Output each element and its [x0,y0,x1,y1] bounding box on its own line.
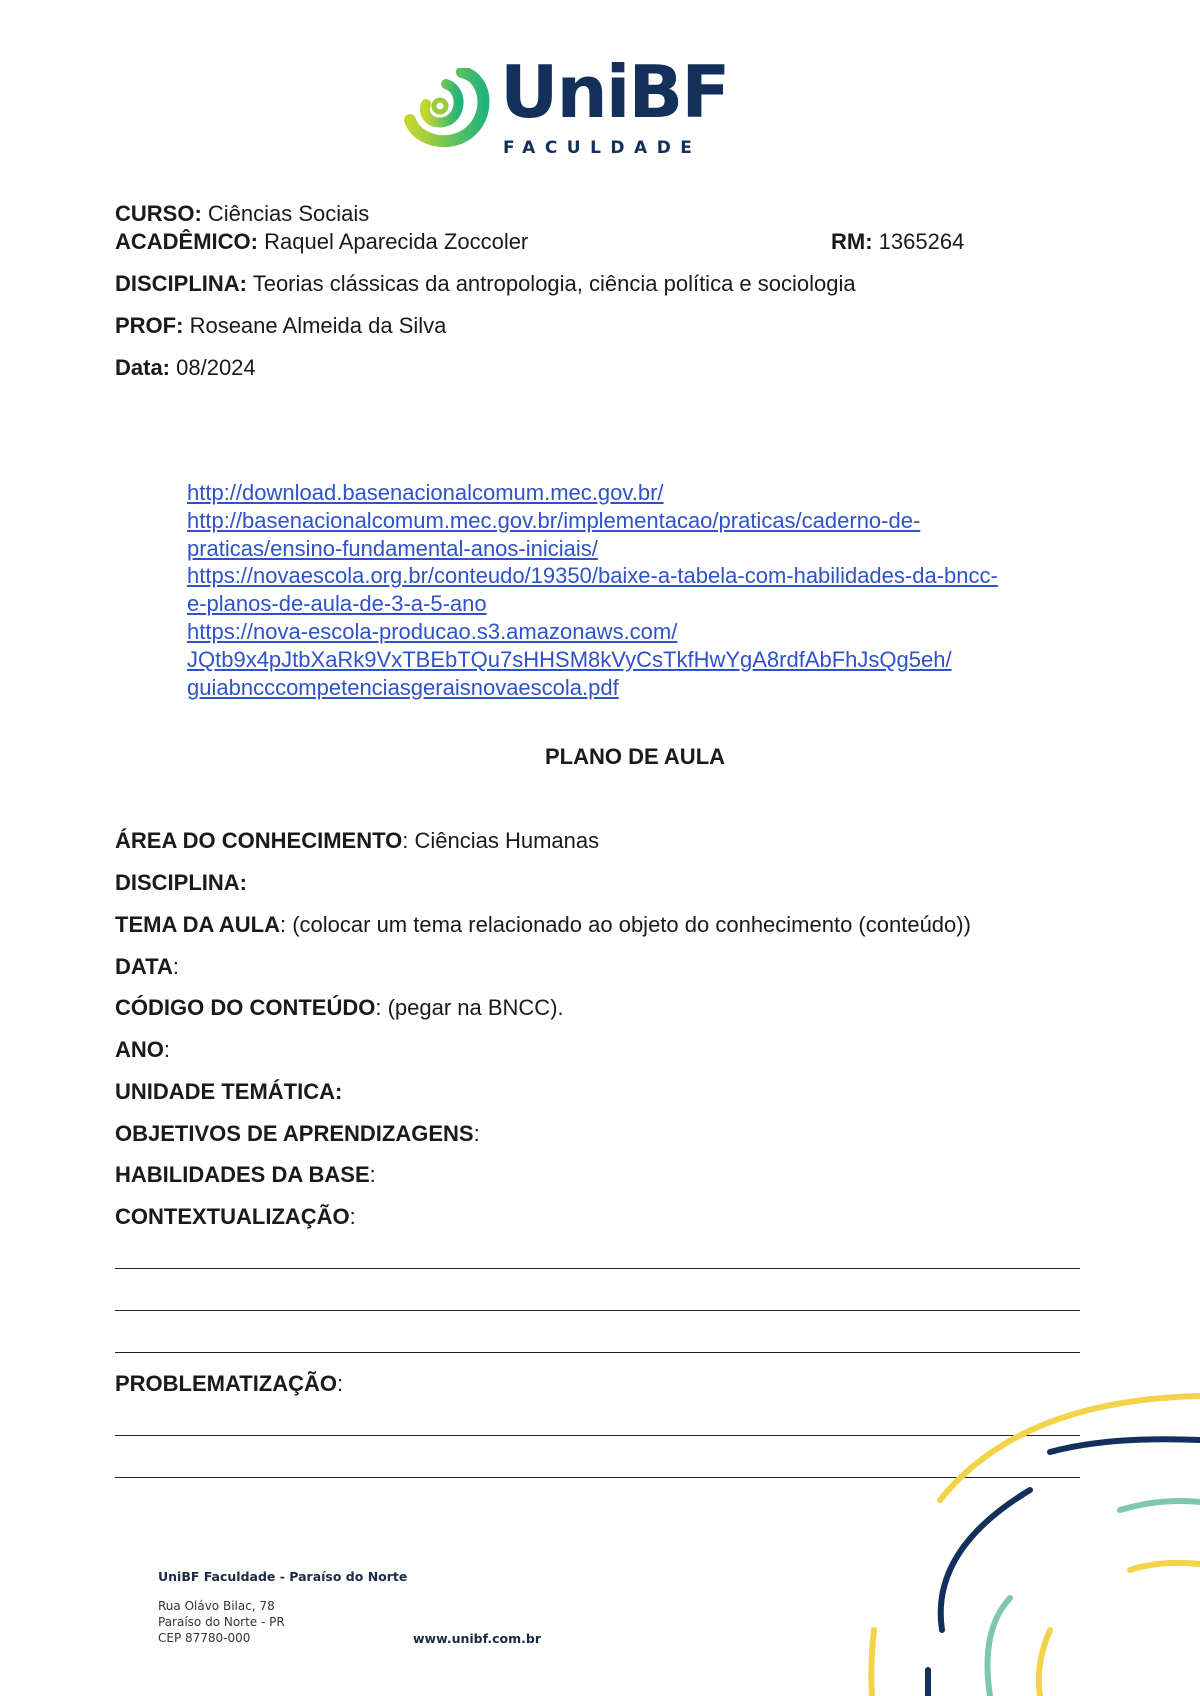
decorative-arcs [860,1380,1200,1696]
prof-value: Roseane Almeida da Silva [183,313,447,338]
academico-line [115,229,528,255]
link-novaescola-tabela[interactable]: https://novaescola.org.br/conteudo/19350/baixe-a-tabela-com-habilidades-da-bncc- [187,563,998,589]
plan-title: PLANO DE AULA [544,744,726,769]
area-label: ÁREA DO CONHECIMENTO [115,828,403,853]
reference-links [187,479,1087,701]
ano-label: ANO [115,1037,164,1062]
codigo-value: : (pegar na BNCC). [375,995,564,1020]
rm-line [831,229,964,255]
disciplina-value: Teorias clássicas da antropologia, ciência política e sociologia [247,271,856,296]
footer-website[interactable]: www.unibf.com.br [413,1631,542,1646]
objetivos-line [115,1121,480,1147]
link-novaescola-tabela-cont[interactable]: e-planos-de-aula-de-3-a-5-ano [187,591,487,617]
unidade-label: UNIDADE TEMÁTICA: [115,1079,343,1104]
link-nova-escola-s3-cont[interactable]: JQtb9x4pJtbXaRk9VxTBEbTQu7sHHSM8kVyCsTkfHwYgA8rdfAbFhJsQg5eh/ [187,646,952,672]
writing-line [115,1268,1080,1269]
plan-data-value: : [172,954,179,979]
logo-subtitle: FACULDADE [503,138,702,158]
logo-name: UniBF [500,50,729,134]
problematizacao-value: : [337,1371,344,1396]
footer-brand: UniBF Faculdade - Paraíso do Norte [158,1569,408,1584]
writing-line [115,1352,1080,1353]
codigo-label: CÓDIGO DO CONTEÚDO [115,995,376,1020]
habilidades-value: : [369,1162,376,1187]
writing-line [115,1310,1080,1311]
contextualizacao-value: : [349,1204,356,1229]
disciplina-label: DISCIPLINA: [115,271,247,296]
footer-address [158,1598,285,1646]
prof-line [115,313,446,339]
link-basenacional-download[interactable]: http://download.basenacionalcomum.mec.gov.br/ [187,480,664,505]
objetivos-value: : [473,1121,480,1146]
tema-label: TEMA DA AULA [115,912,280,937]
prof-label: PROF: [115,313,184,338]
ano-value: : [163,1037,171,1062]
ano-line [115,1037,170,1063]
rm-label: RM: [831,229,873,254]
plan-disciplina-label: DISCIPLINA: [115,870,247,895]
link-nova-escola-s3-pdf[interactable]: guiabncccompetenciasgeraisnovaescola.pdf [187,674,619,700]
footer-address-city: Paraíso do Norte - PR [158,1615,285,1629]
academico-label: ACADÊMICO: [115,229,258,254]
habilidades-line [115,1162,376,1188]
curso-label: CURSO: [115,201,202,226]
contextualizacao-line [115,1204,356,1230]
link-caderno-praticas[interactable]: http://basenacionalcomum.mec.gov.br/implementacao/praticas/caderno-de- [187,507,921,533]
codigo-line [115,995,564,1021]
curso-value: Ciências Sociais [201,201,370,226]
plan-disciplina-line [115,870,247,896]
plan-data-line [115,954,179,980]
area-value: : Ciências Humanas [402,828,600,853]
data-label: Data: [115,355,171,380]
rm-value: 1365264 [872,229,965,254]
habilidades-label: HABILIDADES DA BASE [115,1162,370,1187]
contextualizacao-label: CONTEXTUALIZAÇÃO [115,1204,350,1229]
link-caderno-praticas-cont[interactable]: praticas/ensino-fundamental-anos-iniciais/ [187,535,598,561]
data-line [115,355,256,381]
footer-address-cep: CEP 87780-000 [158,1631,251,1645]
footer-address-street: Rua Olávo Bilac, 78 [158,1599,275,1613]
curso-line [115,201,369,227]
data-value: 08/2024 [170,355,256,380]
academico-value: Raquel Aparecida Zoccoler [258,229,529,254]
unibf-swirl-icon [400,68,496,148]
tema-value: : (colocar um tema relacionado ao objeto do conhecimento (conteúdo)) [279,912,971,937]
unibf-logo [400,50,730,162]
plan-data-label: DATA [115,954,173,979]
unidade-line [115,1079,342,1105]
tema-line [115,912,971,938]
link-nova-escola-s3[interactable]: https://nova-escola-producao.s3.amazonaws.com/ [187,618,678,644]
objetivos-label: OBJETIVOS DE APRENDIZAGENS [115,1121,474,1146]
problematizacao-label: PROBLEMATIZAÇÃO [115,1371,338,1396]
area-line [115,828,599,854]
disciplina-line [115,271,856,297]
problematizacao-line [115,1371,343,1397]
